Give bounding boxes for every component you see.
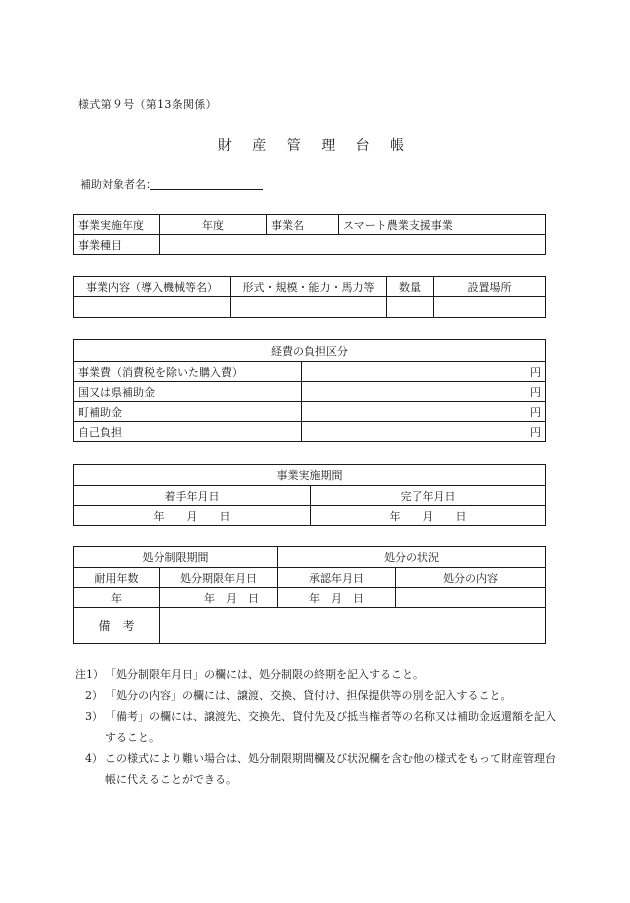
cost-row-value[interactable]: 円 (302, 382, 546, 402)
cost-burden-table (73, 339, 546, 442)
disposal-restriction-title: 処分制限期間 (74, 547, 278, 568)
useful-life-field[interactable]: 年 (74, 588, 160, 608)
project-year-label: 事業実施年度 (74, 215, 160, 235)
content-header-spec: 形式・規模・能力・馬力等 (231, 277, 387, 297)
page-title: 財 産 管 理 台 帳 (217, 138, 413, 154)
cost-row-value[interactable]: 円 (302, 362, 546, 382)
useful-life-label: 耐用年数 (74, 568, 160, 588)
note-text: 「処分制限年月日」の欄には、処分制限の終期を記入すること。 (105, 668, 424, 681)
disposal-table (73, 546, 546, 644)
disposal-status-title: 処分の状況 (278, 547, 546, 568)
cost-row-value[interactable]: 円 (302, 402, 546, 422)
content-cell-location[interactable] (434, 297, 546, 318)
note-item (75, 685, 560, 706)
cost-row-label: 町補助金 (74, 402, 302, 422)
note-item (75, 748, 560, 790)
content-cell-spec[interactable] (231, 297, 387, 318)
notes-section (75, 664, 560, 790)
cost-row-label: 自己負担 (74, 422, 302, 442)
project-content-table (73, 276, 546, 318)
restriction-date-label: 処分期限年月日 (160, 568, 278, 588)
project-name-value[interactable]: スマート農業支援事業 (339, 215, 546, 235)
approval-date-field[interactable]: 年 月 日 (278, 588, 396, 608)
cost-row-label: 事業費（消費税を除いた購入費） (74, 362, 302, 382)
disposal-content-label: 処分の内容 (396, 568, 546, 588)
implementation-period-table (73, 464, 546, 526)
note-number: 注1） (75, 668, 104, 681)
remarks-field[interactable] (160, 608, 546, 644)
content-cell-quantity[interactable] (387, 297, 434, 318)
note-number: 3） (85, 710, 103, 723)
start-date-field[interactable]: 年 月 日 (74, 506, 311, 526)
project-type-label: 事業種目 (74, 235, 160, 255)
project-year-cell[interactable]: 年度 (160, 215, 267, 235)
content-header-quantity: 数量 (387, 277, 434, 297)
form-number-label: 様式第９号（第13条関係） (78, 98, 217, 111)
approval-date-label: 承認年月日 (278, 568, 396, 588)
note-item (75, 706, 560, 748)
cost-row-value[interactable]: 円 (302, 422, 546, 442)
content-header-location: 設置場所 (434, 277, 546, 297)
disposal-content-field[interactable] (396, 588, 546, 608)
end-date-field[interactable]: 年 月 日 (311, 506, 546, 526)
restriction-date-field[interactable]: 年 月 日 (160, 588, 278, 608)
content-cell-machine[interactable] (74, 297, 231, 318)
project-info-table (73, 214, 546, 255)
project-type-cell[interactable] (160, 235, 546, 255)
note-item (75, 664, 560, 685)
content-header-machine: 事業内容（導入機械等名） (74, 277, 231, 297)
cost-burden-title: 経費の負担区分 (74, 340, 546, 362)
project-name-label: 事業名 (267, 215, 339, 235)
period-title: 事業実施期間 (74, 465, 546, 486)
end-date-label: 完了年月日 (311, 486, 546, 506)
note-text: 「備考」の欄には、譲渡先、交換先、貸付先及び抵当権者等の名称又は補助金返還額を記入すること。 (105, 710, 556, 744)
note-text: この様式により難い場合は、処分制限期間欄及び状況欄を含む他の様式をもって財産管理台帳に代えることができる。 (105, 752, 556, 786)
note-number: 4） (85, 752, 103, 765)
cost-row-label: 国又は県補助金 (74, 382, 302, 402)
note-text: 「処分の内容」の欄には、譲渡、交換、貸付け、担保提供等の別を記入すること。 (105, 689, 512, 702)
remarks-label: 備 考 (74, 608, 160, 644)
note-number: 2） (85, 689, 103, 702)
subject-name-label: 補助対象者名： (80, 178, 157, 191)
subject-name-field[interactable] (150, 189, 263, 190)
start-date-label: 着手年月日 (74, 486, 311, 506)
